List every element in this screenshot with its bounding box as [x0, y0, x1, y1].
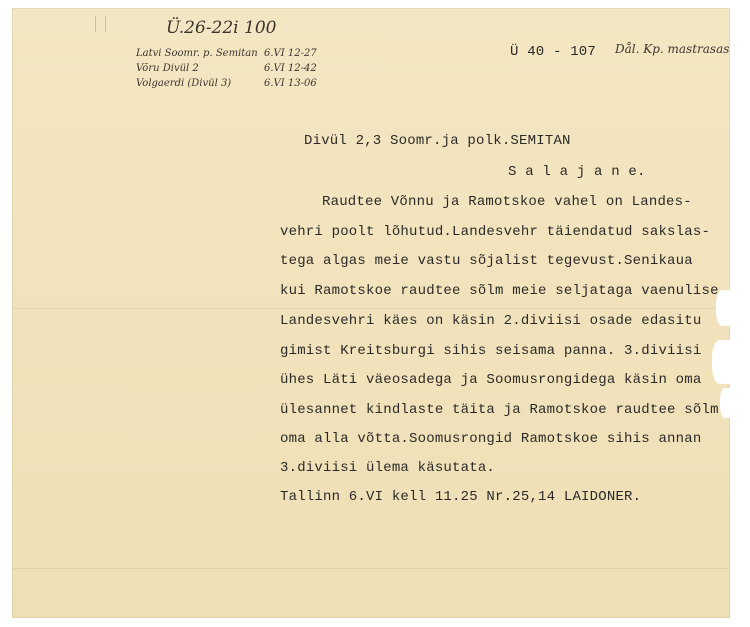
handwritten-annotation: Dål. Kp. mastrasas: [615, 42, 730, 56]
handwritten-note: Latvi Soomr. p. Semitan: [136, 48, 258, 59]
paper-edge-tear: [712, 340, 732, 384]
body-line: oma alla võtta.Soomusrongid Ramotskoe sihis annan: [280, 431, 702, 447]
body-line: gimist Kreitsburgi sihis seisama panna. 3.diviisi: [280, 343, 702, 359]
handwritten-date: 6.VI 12-27: [264, 48, 317, 59]
paper-edge-tear: [720, 388, 732, 418]
body-line: ülesannet kindlaste täita ja Ramotskoe raudtee sõlm: [280, 402, 719, 418]
handwritten-note: Võru Divül 2: [136, 63, 199, 74]
paper-mark: [105, 16, 106, 32]
document-sheet: [12, 8, 730, 618]
handwritten-date: 6.VI 13-06: [264, 78, 317, 89]
handwritten-note: Volgaerdi (Divül 3): [136, 78, 232, 89]
classification-mark: S a l a j a n e.: [508, 164, 646, 180]
body-line: 3.diviisi ülema käsutata.: [280, 460, 496, 476]
body-line: tega algas meie vastu sõjalist tegevust.Senikaua: [280, 253, 693, 269]
signature-line: Tallinn 6.VI kell 11.25 Nr.25,14 LAIDONER.: [280, 489, 642, 505]
paper-fold: [12, 568, 730, 569]
body-line: vehri poolt lõhutud.Landesvehr täiendatud sakslas-: [280, 224, 711, 240]
paper-mark: [95, 16, 96, 32]
paper-fold: [12, 308, 730, 309]
body-line: kui Ramotskoe raudtee sõlm meie seljataga vaenulise: [280, 283, 719, 299]
document-number: Ü 40 - 107: [510, 44, 597, 60]
handwritten-reference: Ü.26-22i 100: [166, 18, 277, 38]
handwritten-date: 6.VI 12-42: [264, 63, 317, 74]
addressee-line: Divül 2,3 Soomr.ja polk.SEMITAN: [304, 133, 571, 149]
body-line: ühes Läti väeosadega ja Soomusrongidega käsin oma: [280, 372, 702, 388]
body-line: Landesvehri käes on käsin 2.diviisi osade edasitu: [280, 313, 702, 329]
body-line: Raudtee Võnnu ja Ramotskoe vahel on Landes-: [322, 194, 692, 210]
